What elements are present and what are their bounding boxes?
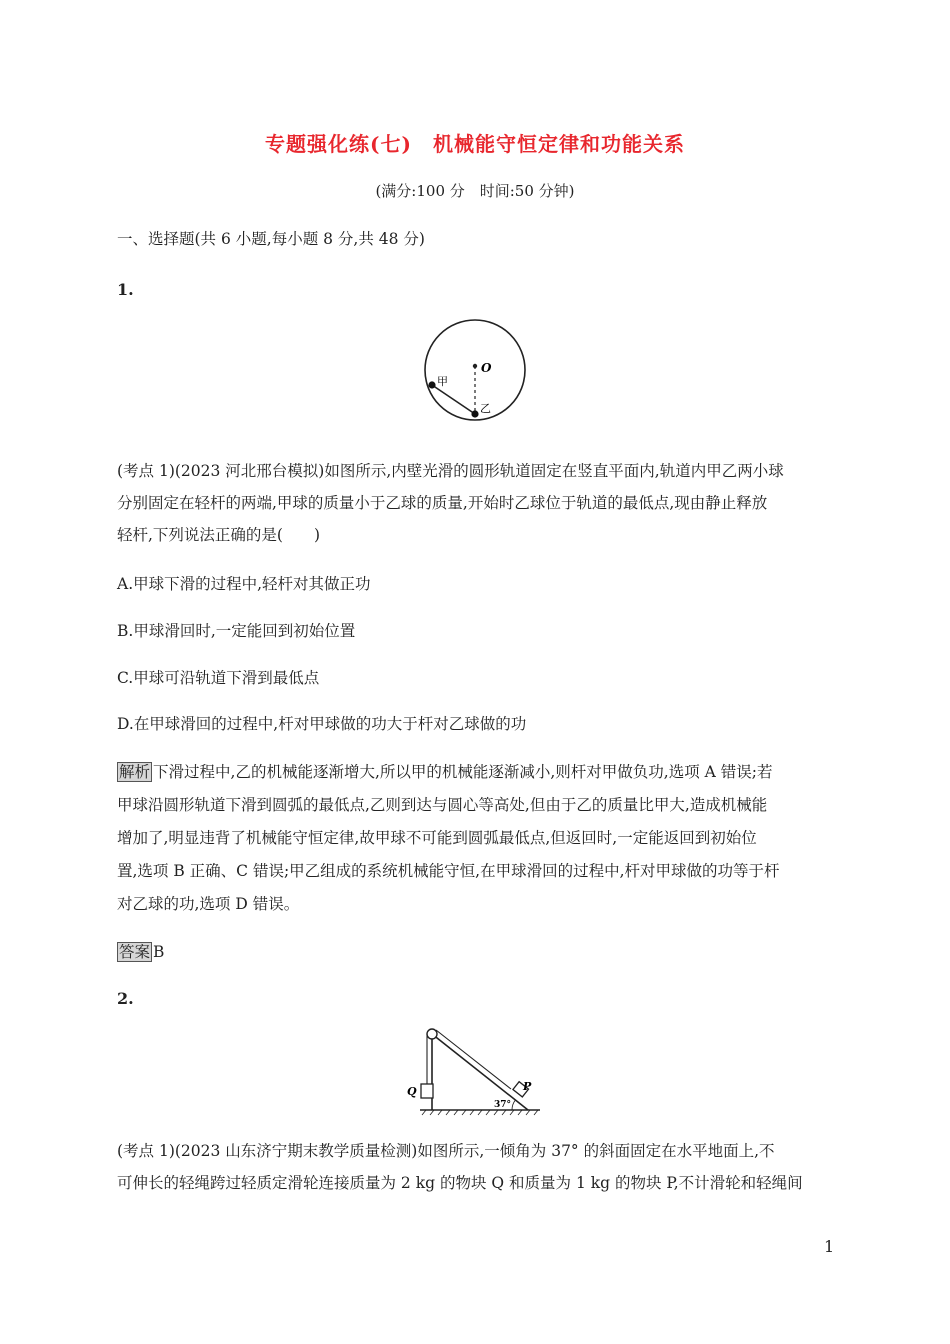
section-heading: 一、选择题(共 6 小题,每小题 8 分,共 48 分) xyxy=(117,230,425,248)
exam-info: (满分:100 分 时间:50 分钟) xyxy=(375,182,575,200)
incline-pulley-figure xyxy=(400,1022,550,1118)
analysis-tag: 解析 xyxy=(119,763,151,781)
analysis-text: 下滑过程中,乙的机械能逐渐增大,所以甲的机械能逐渐减小,则杆对甲做负功,选项 A 错误;若 xyxy=(153,763,773,781)
q2-stem-line-2: 可伸长的轻绳跨过轻质定滑轮连接质量为 2 kg 的物块 Q 和质量为 1 kg 的物块 P,不计滑轮和轻绳间 xyxy=(117,1174,803,1192)
label-jia: 甲 xyxy=(437,375,448,388)
q1-analysis-line-4: 置,选项 B 正确、C 错误;甲乙组成的系统机械能守恒,在甲球滑回的过程中,杆对甲球做的功等于杆 xyxy=(117,862,780,880)
q1-analysis-line-1 xyxy=(117,762,773,782)
q1-option-d: D.在甲球滑回的过程中,杆对甲球做的功大于杆对乙球做的功 xyxy=(117,715,527,733)
question-2-number: 2. xyxy=(117,989,134,1008)
q1-option-c: C.甲球可沿轨道下滑到最低点 xyxy=(117,669,320,687)
label-yi: 乙 xyxy=(480,402,491,415)
answer-value: B xyxy=(153,943,165,961)
q1-analysis-line-3: 增加了,明显违背了机械能守恒定律,故甲球不可能到圆弧最低点,但返回时,一定能返回到初始位 xyxy=(117,829,757,847)
light-rod xyxy=(432,385,475,414)
ball-jia xyxy=(428,381,435,388)
circular-track-figure xyxy=(410,318,540,424)
label-q: Q xyxy=(407,1085,417,1098)
ball-yi xyxy=(471,410,478,417)
q1-stem-line-1: (考点 1)(2023 河北邢台模拟)如图所示,内壁光滑的圆形轨道固定在竖直平面内,轨道内甲乙两小球 xyxy=(117,462,784,480)
q1-option-a: A.甲球下滑的过程中,轻杆对其做正功 xyxy=(117,575,371,593)
q2-stem-line-1: (考点 1)(2023 山东济宁期末教学质量检测)如图所示,一倾角为 37° 的斜面固定在水平地面上,不 xyxy=(117,1142,775,1160)
page-number: 1 xyxy=(824,1237,835,1256)
rope-to-p xyxy=(436,1030,511,1089)
label-angle: 37° xyxy=(494,1100,512,1110)
q1-stem-line-3: 轻杆,下列说法正确的是( ) xyxy=(117,526,321,544)
label-o: O xyxy=(481,361,492,375)
answer-tag: 答案 xyxy=(119,943,151,961)
q1-analysis-line-5: 对乙球的功,选项 D 错误。 xyxy=(117,895,300,913)
center-point xyxy=(473,364,477,368)
pulley xyxy=(427,1029,437,1039)
label-p: P xyxy=(523,1080,532,1093)
page-title: 专题强化练(七) 机械能守恒定律和功能关系 xyxy=(265,132,685,156)
block-q xyxy=(421,1084,433,1098)
question-1-number: 1. xyxy=(117,280,134,299)
q1-option-b: B.甲球滑回时,一定能回到初始位置 xyxy=(117,622,356,640)
incline-surface xyxy=(432,1034,528,1110)
q1-stem-line-2: 分别固定在轻杆的两端,甲球的质量小于乙球的质量,开始时乙球位于轨道的最低点,现由静止释放 xyxy=(117,494,768,512)
angle-arc xyxy=(512,1100,515,1110)
q1-answer xyxy=(117,942,164,962)
q1-analysis-line-2: 甲球沿圆形轨道下滑到圆弧的最低点,乙则到达与圆心等高处,但由于乙的质量比甲大,造成机械能 xyxy=(117,796,768,814)
